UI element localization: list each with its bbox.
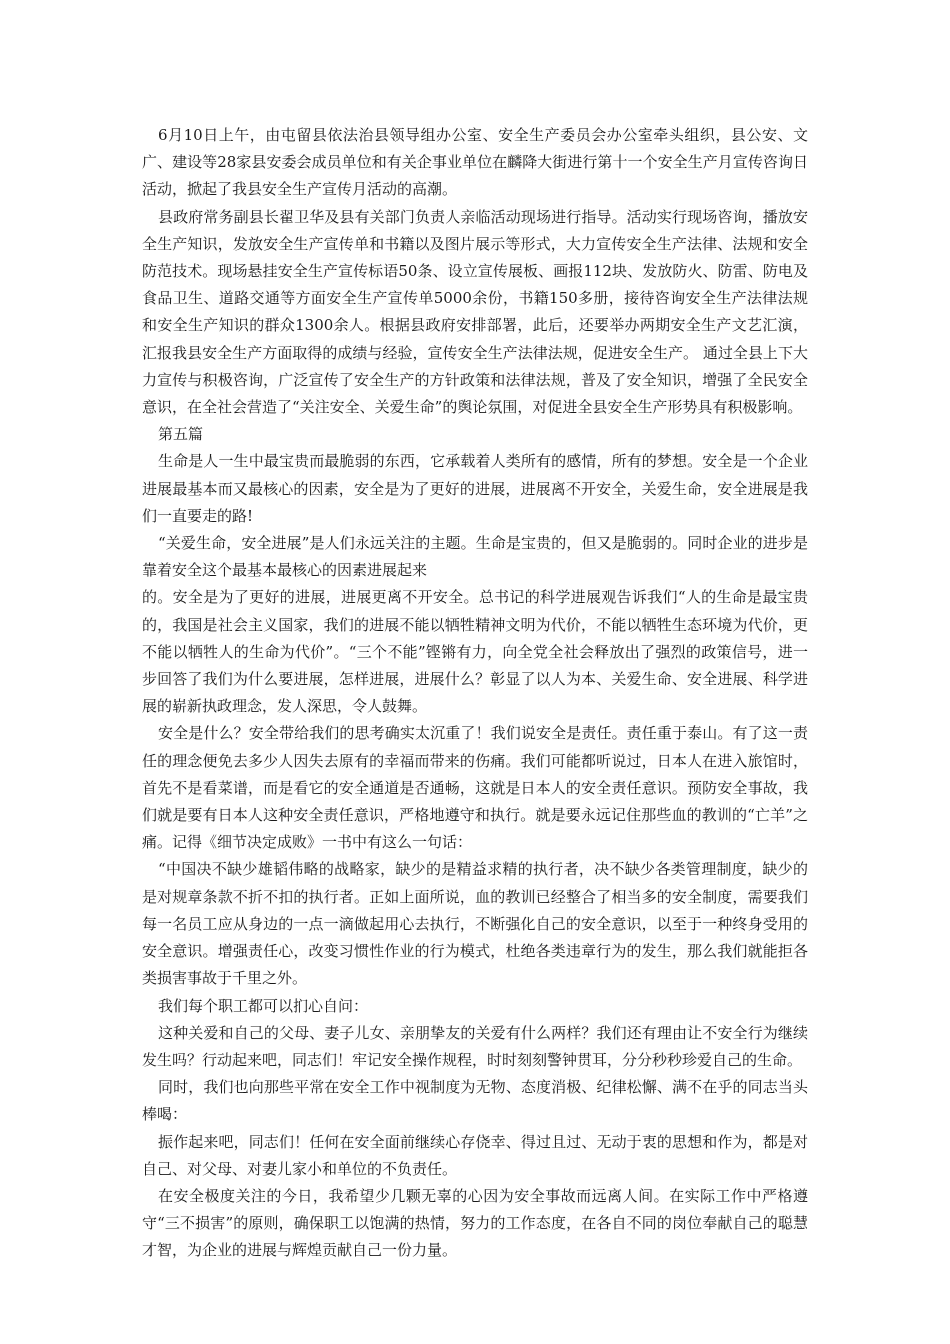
paragraph-life: 生命是人一生中最宝贵而最脆弱的东西，它承载着人类所有的感情，所有的梦想。安全是一个企业进展最基本而又最核心的因素，安全是为了更好的进展，进展离不开安全，关爱生命，安全进展是我们一直要走的路!: [142, 452, 808, 525]
paragraph-theme: “关爱生命，安全进展”是人们永远关注的主题。生命是宝贵的，但又是脆弱的。同时企业的进步是靠着安全这个最基本最核心的因素进展起来: [142, 534, 808, 580]
paragraph-what-is-safety: 安全是什么？安全带给我们的思考确实太沉重了！我们说安全是责任。责任重于泰山。有了这一责任的理念便免去多少人因失去原有的幸福而带来的伤痛。我们可能都听说过，日本人在进入旅馆时，首先不是看菜谱，而是看它的安全通道是否通畅，这就是日本人的安全责任意识。预防安全事故，我们就是要有日本人这种安全责任意识，严格地遵守和执行。就是要永远记住那些血的教训的“亡羊”之痛。记得《细节决定成败》一书中有这么一句话：: [142, 724, 808, 852]
paragraph-self-question: 我们每个职工都可以扪心自问：: [158, 996, 369, 1015]
paragraph-care: 这种关爱和自己的父母、妻子儿女、亲朋挚友的关爱有什么两样？我们还有理由让不安全行为继续发生吗？行动起来吧，同志们！牢记安全操作规程，时时刻刻警钟贯耳，分分秒秒珍爱自己的生命。: [142, 1023, 808, 1069]
paragraph-intro: 6月10日上午，由屯留县依法治县领导组办公室、安全生产委员会办公室牵头组织，县公安、文广、建设等28家县安委会成员单位和有关企事业单位在麟降大街进行第十一个安全生产月宣传咨询日活动，掀起了我县安全生产宣传月活动的高潮。: [142, 126, 808, 199]
document-body: [142, 122, 808, 1265]
section-heading: 第五篇: [158, 425, 204, 444]
paragraph-quote: “中国决不缺少雄韬伟略的战略家，缺少的是精益求精的执行者，决不缺少各类管理制度，缺少的是对规章条款不折不扣的执行者。正如上面所说，血的教训已经整合了相当多的安全制度，需要我们每一名员工应从身边的一点一滴做起用心去执行，不断强化自己的安全意识，以至于一种终身受用的安全意识。增强责任心，改变习惯性作业的行为模式，杜绝各类违章行为的发生，那么我们就能拒各类损害事故于千里之外。: [142, 860, 808, 988]
paragraph-rally: 振作起来吧，同志们！任何在安全面前继续心存侥幸、得过且过、无动于衷的思想和作为，都是对自己、对父母、对妻儿家小和单位的不负责任。: [142, 1132, 808, 1178]
paragraph-theme-continued: 的。安全是为了更好的进展，进展更离不开安全。总书记的科学进展观告诉我们“人的生命是最宝贵的，我国是社会主义国家，我们的进展不能以牺牲精神文明为代价，不能以牺牲生态环境为代价，更不能以牺牲人的生命为代价”。“三个不能”铿锵有力，向全党全社会释放出了强烈的政策信号，进一步回答了我们为什么要进展，怎样进展，进展什么？彰显了以人为本、关爱生命、安全进展、科学进展的崭新执政理念，发人深思，令人鼓舞。: [142, 588, 808, 716]
paragraph-activity: 县政府常务副县长翟卫华及县有关部门负责人亲临活动现场进行指导。活动实行现场咨询，播放安全生产知识，发放安全生产宣传单和书籍以及图片展示等形式，大力宣传安全生产法律、法规和安全防范技术。现场悬挂安全生产宣传标语50条、设立宣传展板、画报112块、发放防火、防雷、防电及食品卫生、道路交通等方面安全生产宣传单5000余份，书籍150多册，接待咨询安全生产法律法规和安全生产知识的群众1300余人。根据县政府安排部署，此后，还要举办两期安全生产文艺汇演，汇报我县安全生产方面取得的成绩与经验，宣传安全生产法律法规，促进安全生产。 通过全县上下大力宣传与积极咨询，广泛宣传了安全生产的方针政策和法律法规，普及了安全知识，增强了全民安全意识，在全社会营造了“关注安全、关爱生命”的舆论氛围，对促进全县安全生产形势具有积极影响。: [142, 207, 808, 417]
paragraph-closing: 在安全极度关注的今日，我希望少几颗无辜的心因为安全事故而远离人间。在实际工作中严格遵守“三不损害”的原则，确保职工以饱满的热情，努力的工作态度，在各自不同的岗位奉献自己的聪慧才智，为企业的进展与辉煌贡献自己一份力量。: [142, 1186, 808, 1260]
paragraph-warning: 同时，我们也向那些平常在安全工作中视制度为无物、态度消极、纪律松懈、满不在乎的同志当头棒喝：: [142, 1078, 808, 1124]
